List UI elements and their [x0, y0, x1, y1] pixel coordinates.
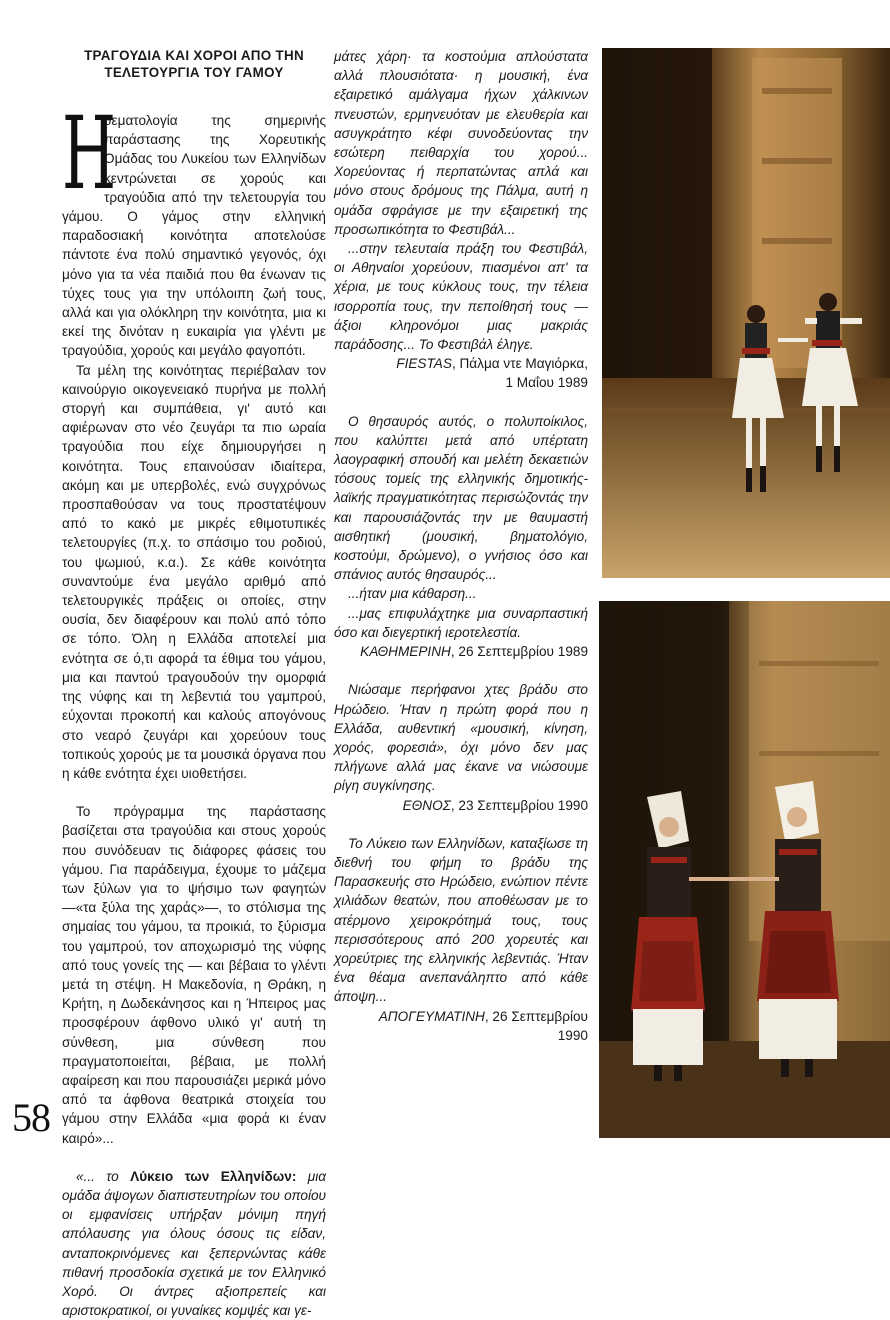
kathimerini-date: , 26 Σεπτεμβρίου 1989: [450, 644, 588, 660]
ethnos-attribution: [334, 796, 588, 815]
fiestas-source: FIESTAS: [396, 356, 452, 372]
fiestas-attribution: [334, 354, 588, 373]
ethnos-source: ΕΘΝΟΣ: [402, 797, 451, 813]
fiestas-review-text-2: ...στην τελευταία πράξη του Φεστιβάλ, οι Αθηναίοι χορεύουν, πιασμένοι απ' τα χέρια, με τους κύκλους τους, την τέλεια ισορροπία τους, την πεποίθησή τους — άξιοι κληρονόμοι μιας μακριάς παράδοσης... Το Φεστιβάλ έληγε.: [334, 241, 588, 353]
quote-opening: «... το: [76, 1168, 131, 1184]
reviews-column: [334, 47, 588, 1045]
photo-female-dancers: [599, 601, 890, 1138]
ethnos-review-text: Νιώσαμε περήφανοι χτες βράδυ στο Ηρώδειο. Ήταν η πρώτη φορά που η Ελλάδα, αυθεντική «μουσική, κίνηση, χορός, φορεσιά», όχι μόνο δεν μας πλήγωνε αλλά μας έκανε να νιώσουμε ρίγη συγκίνησης.: [334, 682, 588, 794]
kathimerini-source: ΚΑΘΗΜΕΡΙΝΗ: [360, 644, 451, 660]
fiestas-place: , Πάλμα ντε Μαγιόρκα,: [451, 356, 588, 372]
kathimerini-attribution: [334, 642, 588, 661]
paragraph-3: Το πρόγραμμα της παράστασης βασίζεται στα τραγούδια και στους χορούς που συνόδευαν τις διάφορες φάσεις του γάμου. Για παράδειγμα, έχουμε το μάζεμα των ξύλων για το ψήσιμο των φαγητών —«τα ξύλα της χαράς»—, το στόλισμα της σημαίας του γάμου, τα προικιά, το ξύρισμα του γαμπρού, τον αποχωρισμό της νύφης από τους γονείς της — και βέβαια το γλέντι μετά τη στέψη. Η Μακεδονία, η Θράκη, η Κρήτη, η Δωδεκάνησος και η Ήπειρος μας προσφέρουν άφθονο υλικό γι' αυτή τη σύνθεση, μια σύνθεση που πραγματοποιείται, βέβαια, με πολλή αφαίρεση και που παρουσιάζει μερικά μόνο από τα άφθονα θεατρικά στοιχεία του γάμου στην Ελλάδα «μια φορά κι έναν καιρό»...: [62, 804, 326, 1146]
fiestas-date: 1 Μαΐου 1989: [505, 375, 588, 391]
kathimerini-review-text-3: ...μας επιφυλάχτηκε μια συναρπαστική όσο και διεγερτική ιεροτελεστία.: [334, 605, 588, 640]
apogevmatini-date-1: , 26 Σεπτεμβρίου: [484, 1008, 588, 1024]
drop-cap: Η: [62, 95, 117, 212]
kathimerini-review-text-2: ...ήταν μια κάθαρση...: [348, 586, 477, 602]
fiestas-review-text-1: μάτες χάρη· τα κοστούμια απλούστατα αλλά πλουσιότατα· η μουσική, ένα εξαιρετικό αμάλγαμα ήχων χάλκινων πνευστών, ερμηνευόταν με ελευθερία και ασυγκράτητο κέφι συνοδεύοντας την εσώτερη πειθαρχία του χορού... Χορεύοντας ή περπατώντας απλά και μόνο στους δρόμους της Πάλμα, αυτή η ομάδα σφράγισε με την εξαιρετική της προσωπικότητα το Φεστιβάλ...: [334, 49, 588, 237]
apogevmatini-date-2: 1990: [557, 1027, 588, 1043]
article-column: [62, 47, 326, 1320]
kathimerini-review-text-1: Ο θησαυρός αυτός, ο πολυποίκιλος, που καλύπτει μετά από υπέρτατη λαογραφική σπουδή και μελέτη δεκαετιών τόσους τομείς της ελληνικής δημοτικής-λαϊκής πραγματικότητας περισώζοντάς την και παρουσιάζοντάς την με θαυμαστή αισθητική (μουσική, βηματολόγιο, κοστούμι, δρώμενο), ο γνήσιος όσο και σπάνιος αυτός θησαυρός...: [334, 413, 588, 583]
female-dancers-illustration: [599, 601, 890, 1138]
lyceum-name: Λύκειο των Ελληνίδων:: [130, 1168, 297, 1184]
ethnos-date: , 23 Σεπτεμβρίου 1990: [450, 797, 588, 813]
page-number: 58: [12, 1095, 50, 1140]
male-dancers-illustration: [602, 48, 890, 578]
title-line-1: ΤΡΑΓΟΥΔΙΑ ΚΑΙ ΧΟΡΟΙ ΑΠΟ ΤΗΝ: [84, 48, 304, 63]
quote-text: μια ομάδα άψογων διαπιστευτηρίων του οποίου οι εμφανίσεις υπήρξαν μόνιμη πηγή απόλαυσης για όλους όσους τις είδαν, ανταποκρινόμενες και ξεπερνώντας κάθε πιθανή προσδοκία σχετικά με τον Ελληνικό Χορό. Οι άντρες αξιοπρεπείς και αριστοκρατικοί, οι γυναίκες κομψές και γε-: [62, 1168, 326, 1319]
intro-text: θεματολογία της σημερινής παράστασης της Χορευτικής Ομάδας του Λυκείου των Ελληνίδων κεντρώνεται σε χορούς και τραγούδια από την τελετουργία του γάμου. Ο γάμος στην ελληνική παραδοσιακή κοινότητα αποτελούσε πάντοτε ένα πολύ σημαντικό γεγονός, όχι μόνο για τα νέα παιδιά που θα ένωναν τις τύχες τους για την υπόλοιπη ζωή τους, αλλά και για ολόκληρη την κοινότητα, μια κι εκεί της δινόταν η ευκαιρία για γλέντι με τραγούδια, χορούς και μεγάλο φαγοπότι.: [62, 113, 326, 359]
apogevmatini-source: ΑΠΟΓΕΥΜΑΤΙΝΗ: [378, 1008, 485, 1024]
title-line-2: ΤΕΛΕΤΟΥΡΓΙΑ ΤΟΥ ΓΑΜΟΥ: [104, 65, 284, 80]
apogevmatini-attribution: [334, 1007, 588, 1026]
intro-paragraph: [62, 95, 326, 361]
paragraph-2: Τα μέλη της κοινότητας περιέβαλαν τον καινούργιο οικογενειακό πυρήνα με πολλή στοργή και συμπάθεια, γι' αυτό και αφιέρωναν στο νέο ζευγάρι τα πιο ωραία τραγούδια που είχε δημιουργήσει η κοινότητα. Τους επαινούσαν ιδιαίτερα, ακόμη και με υπερβολές, ενώ συγχρόνως προσπαθούσαν να τους προστατέψουν από το κακό με μικρές εθιμοτυπικές τελετουργίες (π.χ. το σπάσιμο του ροδιού, του ψωμιού, κ.α.). Σε κάθε κοινότητα συναντούμε ένα μεγάλο αριθμό από τελετουργικές πράξεις οι οποίες, στην ουσία, δεν διαφέρουν και πολύ από τόπο σε τόπο. Όλη η Ελλάδα αποτελεί μια ενότητα σε ό,τι αφορά τα έθιμα του γάμου, μια και παντού τραγουδούν την ομορφιά της νύφης και τη λεβεντιά του γαμπρού, εύχονται προκοπή και καλούς απογόνους στο νεαρό ζευγάρι και χορεύουν τους τοπικούς χορούς με τα μουσικά όργανα που η κάθε ενότητα έχει υιοθετήσει.: [62, 362, 326, 781]
apogevmatini-review-text: Το Λύκειο των Ελληνίδων, καταξίωσε τη διεθνή του φήμη το βράδυ της Παρασκευής στο Ηρώδειο, ενώπιον πέντε χιλιάδων θεατών, που αποθέωσαν με το ατέρμονο χειροκρότημά τους, τους περισσότερους από 200 χορευτές και χορεύτριες της ελληνικής λεβεντιάς. Ήταν ένα θέαμα ανεπανάληπτο από κάθε άποψη...: [334, 835, 588, 1005]
article-title: [62, 47, 326, 81]
photo-male-dancers: [602, 48, 890, 578]
fiestas-quote-start: [62, 1167, 326, 1320]
